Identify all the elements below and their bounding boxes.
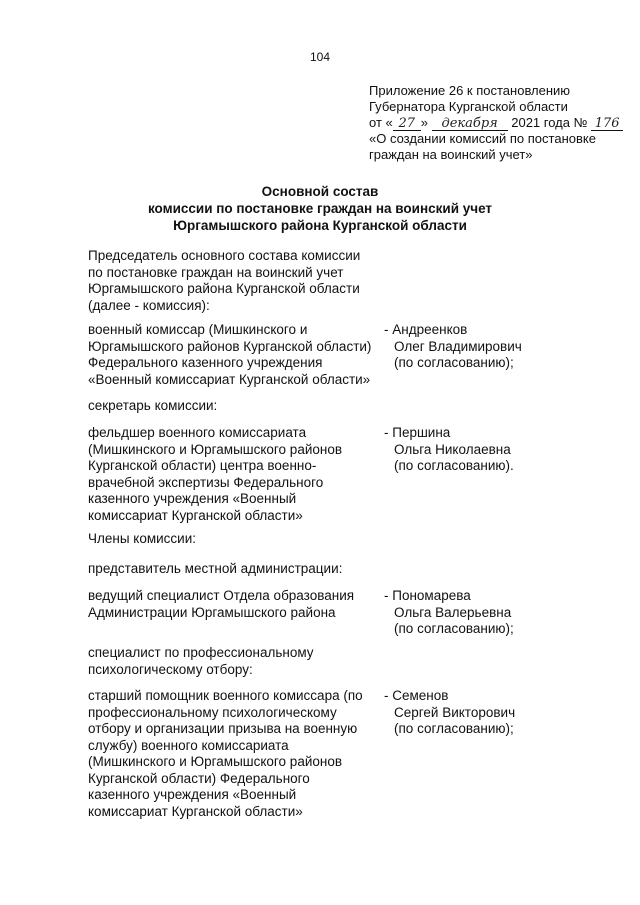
handwritten-month: декабря [432, 117, 508, 131]
person-note: (по согласованию). [394, 458, 514, 473]
appendix-line-1: Приложение 26 к постановлению [369, 83, 571, 98]
secretary-heading: секретарь комиссии: [88, 398, 218, 413]
secretary-role [88, 425, 378, 524]
role-line: фельдшер военного комиссариата [88, 425, 307, 440]
role-line: казенного учреждения «Военный [88, 787, 297, 802]
chair-heading-line: по постановке граждан на воинский учет [88, 264, 344, 280]
document-title [0, 183, 640, 234]
local-admin-role [88, 588, 378, 621]
appendix-line-3 [369, 115, 631, 131]
title-line-1: Основной состав [261, 184, 379, 199]
role-line: Юргамышского районов Курганской области) [88, 338, 372, 354]
appendix-line-5: граждан на воинский учет» [369, 147, 533, 162]
role-line: казенного учреждения «Военный [88, 491, 297, 506]
role-line: комиссариат Курганской области» [88, 507, 303, 523]
page-number: 104 [309, 50, 331, 64]
chair-heading-line: (далее - комиссия): [88, 297, 210, 313]
psych-person [384, 688, 554, 738]
local-admin-heading: представитель местной администрации: [88, 561, 343, 576]
chair-person [384, 322, 554, 372]
person-name: Сергей Викторович [394, 704, 516, 720]
role-line: профессиональному психологическому [88, 704, 337, 720]
role-line: службу) военного комиссариата [88, 737, 289, 753]
role-line: Курганской области) центра военно- [88, 458, 317, 473]
handwritten-day: 27 [393, 117, 421, 131]
person-surname: - Семенов [384, 688, 449, 703]
role-line: Федерального казенного учреждения [88, 355, 323, 370]
chair-heading [88, 248, 360, 314]
psych-heading [88, 645, 314, 678]
psych-role [88, 688, 378, 820]
person-name: Ольга Валерьевна [394, 604, 512, 620]
person-name: Олег Владимирович [394, 338, 522, 354]
members-heading: Члены комиссии: [88, 531, 197, 546]
role-line: военный комиссар (Мишкинского и [88, 322, 308, 337]
role-line: Администрации Юргамышского района [88, 604, 336, 620]
person-surname: - Першина [384, 425, 451, 440]
person-surname: - Пономарева [384, 588, 471, 603]
date-prefix: от « [369, 115, 393, 130]
role-line: врачебной экспертизы Федерального [88, 474, 324, 490]
role-line: отбору и организации призыва на военную [88, 721, 358, 736]
role-line: Курганской области) Федерального [88, 770, 310, 786]
psych-heading-line: психологическому отбору: [88, 661, 253, 677]
title-line-3: Юргамышского района Курганской области [173, 218, 467, 233]
role-line: старший помощник военного комиссара (по [88, 688, 363, 703]
title-line-2: комиссии по постановке граждан на воинский учет [147, 201, 493, 216]
chair-role [88, 322, 378, 388]
person-note: (по согласованию); [394, 355, 514, 370]
role-line: (Мишкинского и Юргамышского районов [88, 441, 343, 457]
secretary-person [384, 425, 554, 475]
chair-heading-line: Председатель основного состава комиссии [88, 248, 361, 263]
chair-heading-line: Юргамышского района Курганской области [88, 281, 360, 296]
role-line: (Мишкинского и Юргамышского районов [88, 754, 343, 769]
person-note: (по согласованию); [394, 721, 514, 736]
year-text: 2021 года № [511, 115, 588, 130]
appendix-line-4: «О создании комиссий по постановке [369, 131, 596, 146]
psych-heading-line: специалист по профессиональному [88, 645, 314, 660]
role-line: «Военный комиссариат Курганской области» [88, 371, 371, 387]
person-name: Ольга Николаевна [394, 441, 511, 457]
appendix-line-2: Губернатора Курганской области [369, 99, 568, 114]
person-surname: - Андреенков [384, 322, 468, 337]
date-mid: » [420, 115, 428, 130]
local-admin-person [384, 588, 554, 638]
appendix-block [369, 83, 631, 163]
role-line: ведущий специалист Отдела образования [88, 588, 355, 603]
handwritten-number: 176 [591, 117, 623, 131]
role-line: комиссариат Курганской области» [88, 803, 303, 819]
person-note: (по согласованию); [394, 621, 514, 636]
